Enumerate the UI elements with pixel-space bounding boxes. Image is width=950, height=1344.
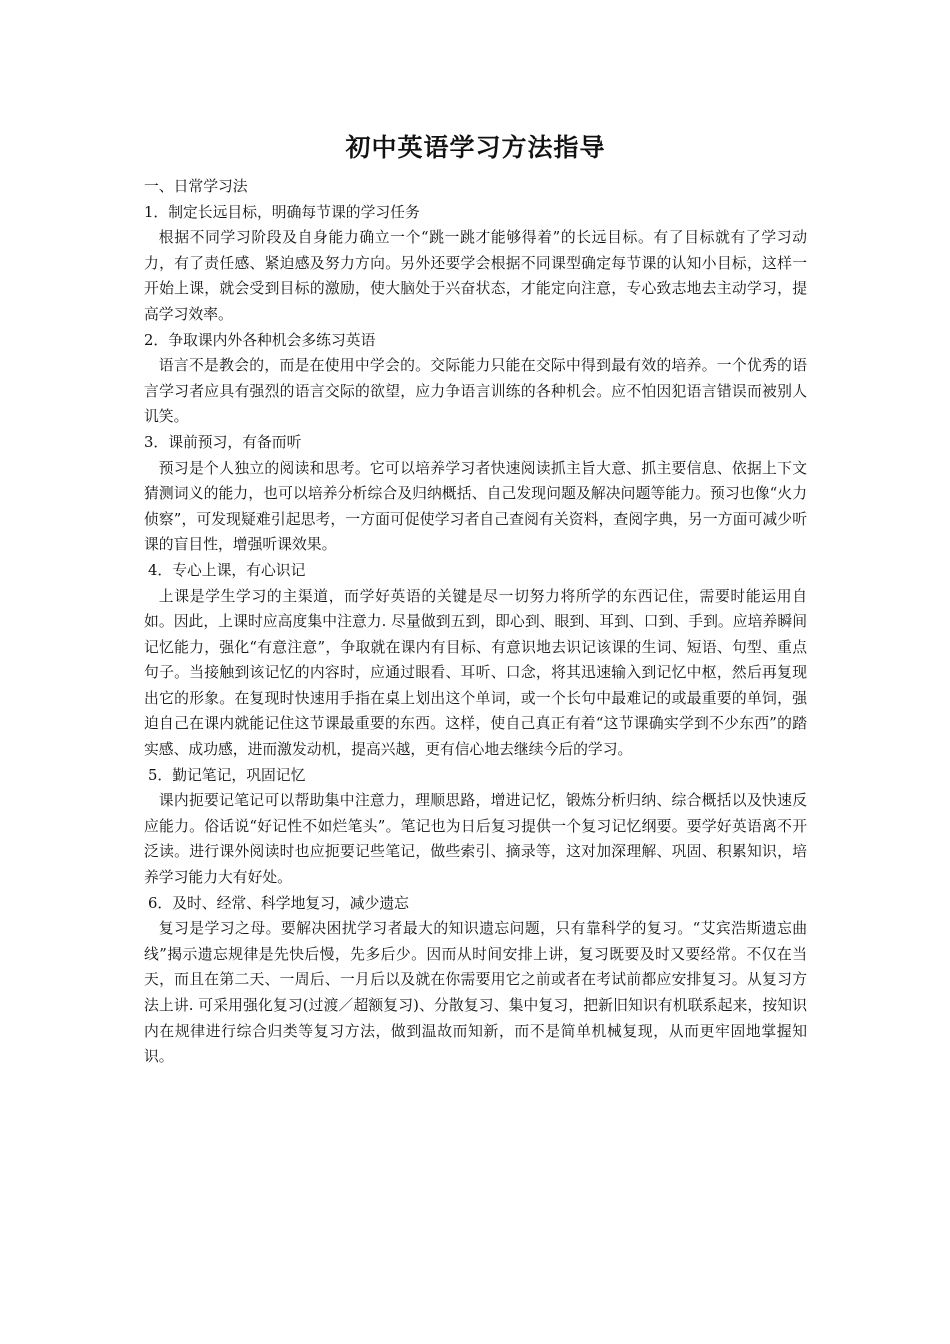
document-title: 初中英语学习方法指导 xyxy=(345,133,606,162)
item-3-paragraph: 预习是个人独立的阅读和思考。它可以培养学习者快速阅读抓主旨大意、抓主要信息、依据上下文猜测词义的能力，也可以培养分析综合及归纳概括、自己发现问题及解决问题等能力。预习也像“火力侦察”，可发现疑难引起思考，一方面可促使学习者自己查阅有关资料，查阅字典，另一方面可减少听课的盲目性，增强听课效果。 xyxy=(144,459,807,554)
document-body xyxy=(144,174,807,1070)
item-2-heading: 2．争取课内外各种机会多练习英语 xyxy=(144,331,376,349)
item-5-heading: 5．勤记笔记，巩固记忆 xyxy=(148,766,306,784)
item-3-heading: 3．课前预习，有备而听 xyxy=(144,433,302,451)
item-4-heading: 4．专心上课，有心识记 xyxy=(148,561,306,579)
item-6-paragraph: 复习是学习之母。要解决困扰学习者最大的知识遗忘问题，只有靠科学的复习。“艾宾浩斯遗忘曲线”揭示遗忘规律是先快后慢，先多后少。因而从时间安排上讲，复习既要及时又要经常。不仅在当天，而且在第二天、一周后、一月后以及就在你需要用它之前或者在考试前都应安排复习。从复习方法上讲. 可采用强化复习(过渡／超额复习)、分散复习、集中复习，把新旧知识有机联系起来，按知识内在规律进行综合归类等复习方法，做到温故而知新，而不是简单机械复现，从而更牢固地掌握知识。 xyxy=(144,920,807,1066)
item-2-paragraph: 语言不是教会的，而是在使用中学会的。交际能力只能在交际中得到最有效的培养。一个优秀的语言学习者应具有强烈的语言交际的欲望，应力争语言训练的各种机会。应不怕因犯语言错误而被别人讥笑。 xyxy=(144,357,807,426)
item-5-paragraph: 课内扼要记笔记可以帮助集中注意力，理顺思路，增进记忆，锻炼分析归纳、综合概括以及快速反应能力。俗话说“好记性不如烂笔头”。笔记也为日后复习提供一个复习记忆纲要。要学好英语离不开泛读。进行课外阅读时也应扼要记些笔记，做些索引、摘录等，这对加深理解、巩固、积累知识，培养学习能力大有好处。 xyxy=(144,792,807,887)
item-4-paragraph: 上课是学生学习的主渠道，而学好英语的关键是尽一切努力将所学的东西记住，需要时能运用自如。因此，上课时应高度集中注意力. 尽量做到五到，即心到、眼到、耳到、口到、手到。应培养瞬间记忆能力，强化“有意注意”，争取就在课内有目标、有意识地去识记该课的生词、短语、句型、重点句子。当接触到该记忆的内容时，应通过眼看、耳听、口念，将其迅速输入到记忆中枢，然后再复现出它的形象。在复现时快速用手指在桌上划出这个单词，或一个长句中最难记的或最重要的单饲，强迫自己在课内就能记住这节课最重要的东西。这样，使自己真正有着“这节课确实学到不少东西”的踏实感、成功感，进而激发动机，提高兴越，更有信心地去继续今后的学习。 xyxy=(144,587,807,759)
section-heading: 一、日常学习法 xyxy=(144,178,248,195)
item-1-paragraph: 根据不同学习阶段及自身能力确立一个“跳一跳才能够得着”的长远目标。有了目标就有了学习动力，有了责任感、紧迫感及努力方向。另外还要学会根据不同课型确定每节课的认知小目标，这样一开始上课，就会受到目标的激励，使大脑处于兴奋状态，才能定向注意，专心致志地去主动学习，提高学习效率。 xyxy=(144,229,807,323)
item-6-heading: 6．及时、经常、科学地复习，减少遗忘 xyxy=(148,894,409,912)
item-1-heading: 1．制定长远目标，明确每节课的学习任务 xyxy=(144,203,420,221)
